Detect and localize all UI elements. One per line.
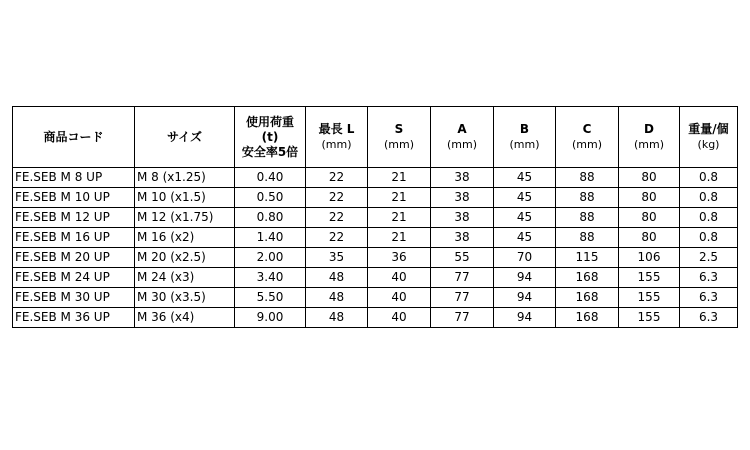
table-row [13,308,738,328]
spec-table [12,106,738,328]
cell-a: 38 [431,188,494,208]
cell-working-load: 2.00 [235,248,306,268]
cell-size: M 30 (x3.5) [135,288,235,308]
cell-c: 88 [556,168,619,188]
cell-max-length: 35 [306,248,368,268]
table-body [13,168,738,328]
cell-weight: 0.8 [680,228,738,248]
cell-a: 55 [431,248,494,268]
header-b [494,107,556,168]
header-text: 安全率5倍 [241,144,299,159]
cell-product-code: FE.SEB M 10 UP [13,188,135,208]
cell-product-code: FE.SEB M 12 UP [13,208,135,228]
cell-s: 21 [368,228,431,248]
cell-b: 45 [494,168,556,188]
cell-working-load: 3.40 [235,268,306,288]
header-s [368,107,431,168]
cell-product-code: FE.SEB M 16 UP [13,228,135,248]
cell-weight: 6.3 [680,268,738,288]
cell-working-load: 0.40 [235,168,306,188]
cell-a: 38 [431,168,494,188]
cell-s: 21 [368,208,431,228]
cell-c: 88 [556,208,619,228]
table-header [13,107,738,168]
cell-weight: 0.8 [680,188,738,208]
cell-a: 77 [431,288,494,308]
header-working-load [235,107,306,168]
header-unit: (mm) [633,138,664,151]
cell-b: 70 [494,248,556,268]
cell-working-load: 5.50 [235,288,306,308]
cell-c: 168 [556,308,619,328]
cell-size: M 24 (x3) [135,268,235,288]
cell-working-load: 0.50 [235,188,306,208]
header-text: 最長 L [318,122,355,136]
cell-b: 45 [494,228,556,248]
table-row [13,248,738,268]
cell-working-load: 1.40 [235,228,306,248]
cell-a: 38 [431,208,494,228]
cell-weight: 2.5 [680,248,738,268]
cell-d: 155 [619,308,680,328]
cell-a: 38 [431,228,494,248]
cell-s: 21 [368,168,431,188]
cell-d: 155 [619,288,680,308]
header-weight [680,107,738,168]
table-row [13,168,738,188]
header-text: A [457,122,467,136]
cell-s: 21 [368,188,431,208]
cell-size: M 12 (x1.75) [135,208,235,228]
cell-working-load: 9.00 [235,308,306,328]
table-row [13,228,738,248]
cell-c: 168 [556,288,619,308]
cell-d: 106 [619,248,680,268]
cell-weight: 0.8 [680,168,738,188]
header-unit: (mm) [571,138,602,151]
cell-product-code: FE.SEB M 20 UP [13,248,135,268]
header-a [431,107,494,168]
cell-product-code: FE.SEB M 30 UP [13,288,135,308]
cell-weight: 6.3 [680,288,738,308]
cell-d: 80 [619,188,680,208]
cell-c: 115 [556,248,619,268]
header-text: 商品コード [43,129,104,144]
cell-d: 80 [619,208,680,228]
header-d [619,107,680,168]
header-max-length [306,107,368,168]
cell-size: M 10 (x1.5) [135,188,235,208]
cell-b: 94 [494,308,556,328]
cell-max-length: 22 [306,168,368,188]
cell-max-length: 48 [306,308,368,328]
cell-max-length: 22 [306,208,368,228]
cell-a: 77 [431,268,494,288]
header-unit: (mm) [446,138,477,151]
cell-a: 77 [431,308,494,328]
cell-c: 88 [556,228,619,248]
header-text: (t) [261,129,279,144]
header-product-code [13,107,135,168]
cell-d: 80 [619,168,680,188]
cell-c: 88 [556,188,619,208]
header-text: C [582,122,592,136]
table-row [13,188,738,208]
cell-working-load: 0.80 [235,208,306,228]
cell-size: M 8 (x1.25) [135,168,235,188]
cell-s: 40 [368,308,431,328]
cell-b: 94 [494,268,556,288]
header-unit: (mm) [321,138,352,151]
cell-max-length: 22 [306,188,368,208]
cell-c: 168 [556,268,619,288]
header-text: 使用荷重 [245,114,294,129]
cell-d: 155 [619,268,680,288]
table-row [13,268,738,288]
header-unit: (mm) [383,138,414,151]
header-text: S [394,122,404,136]
cell-b: 45 [494,208,556,228]
header-text: 重量/個 [688,122,729,136]
cell-weight: 0.8 [680,208,738,228]
cell-weight: 6.3 [680,308,738,328]
cell-size: M 16 (x2) [135,228,235,248]
cell-s: 40 [368,268,431,288]
cell-max-length: 22 [306,228,368,248]
cell-s: 40 [368,288,431,308]
header-unit: (mm) [509,138,540,151]
header-c [556,107,619,168]
header-text: D [644,122,654,136]
cell-s: 36 [368,248,431,268]
cell-max-length: 48 [306,268,368,288]
cell-b: 94 [494,288,556,308]
cell-product-code: FE.SEB M 8 UP [13,168,135,188]
cell-product-code: FE.SEB M 24 UP [13,268,135,288]
header-unit: (kg) [697,138,720,151]
header-row [13,107,738,168]
cell-product-code: FE.SEB M 36 UP [13,308,135,328]
cell-size: M 36 (x4) [135,308,235,328]
table-row [13,288,738,308]
cell-d: 80 [619,228,680,248]
cell-max-length: 48 [306,288,368,308]
header-text: サイズ [166,129,203,144]
header-size [135,107,235,168]
cell-size: M 20 (x2.5) [135,248,235,268]
header-text: B [519,122,530,136]
cell-b: 45 [494,188,556,208]
table-row [13,208,738,228]
